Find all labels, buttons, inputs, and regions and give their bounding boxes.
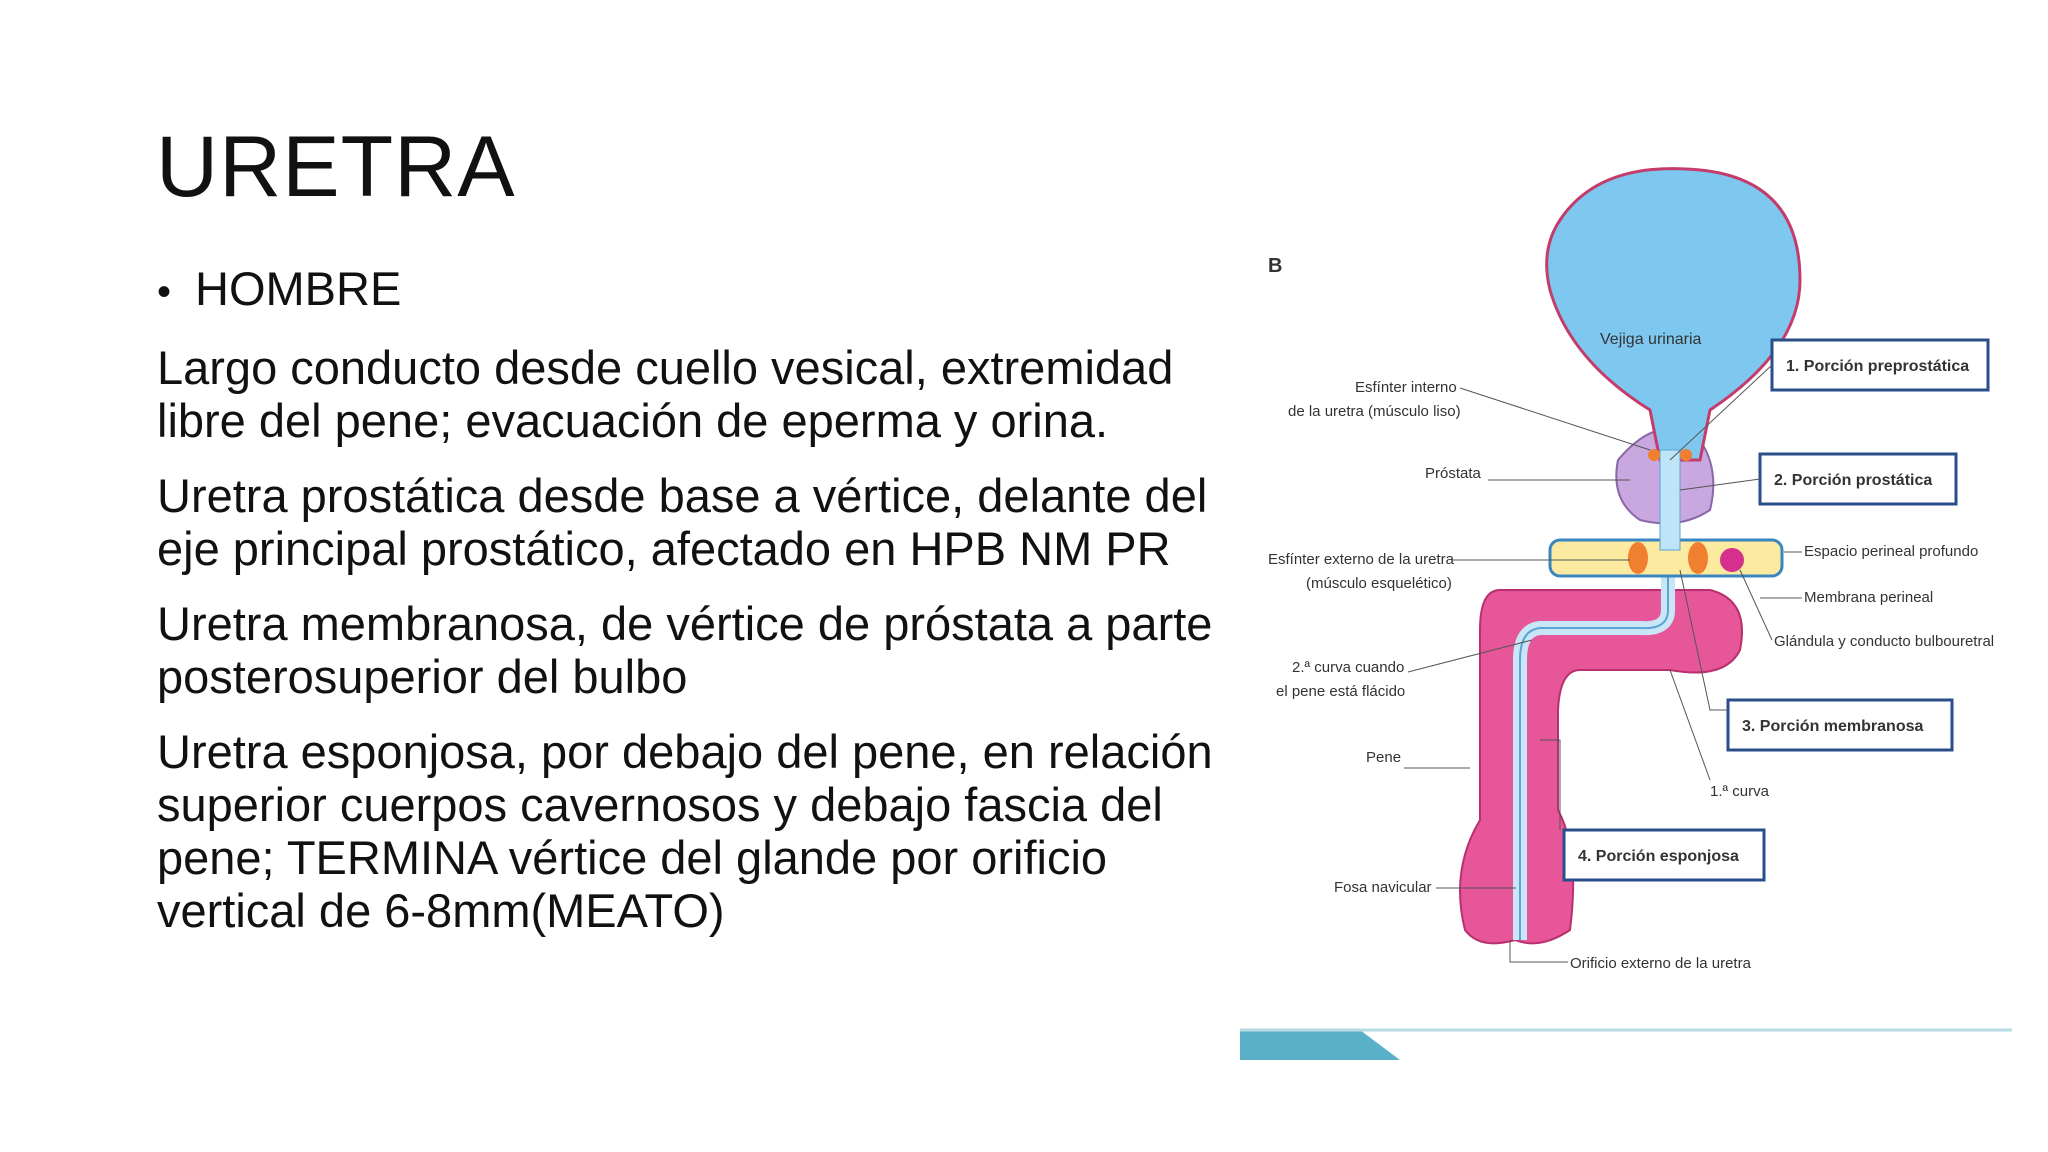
box-porcion-prostatica	[1760, 454, 1956, 504]
box-porcion-membranosa	[1728, 700, 1952, 750]
label-prostata: Próstata	[1425, 465, 1481, 482]
leader-esfinter-interno	[1460, 388, 1650, 450]
box-1-label: 1. Porción preprostática	[1786, 358, 1970, 375]
label-esfinter-externo-2: (músculo esquelético)	[1306, 575, 1452, 592]
box-4-label: 4. Porción esponjosa	[1578, 848, 1739, 865]
external-sphincter-left	[1628, 542, 1648, 574]
bulbourethral-gland	[1720, 548, 1744, 572]
paragraph-2: Uretra prostática desde base a vértice, delante del eje principal prostático, afectado en HPB NM PR	[157, 469, 1208, 575]
paragraph-1: Largo conducto desde cuello vesical, extremidad libre del pene; evacuación de eperma y orina.	[157, 341, 1174, 447]
bladder-shape	[1547, 169, 1800, 460]
external-sphincter-right	[1688, 542, 1708, 574]
label-orificio: Orificio externo de la uretra	[1570, 955, 1751, 972]
label-glandula: Glándula y conducto bulbouretral	[1774, 633, 1995, 650]
label-pene: Pene	[1366, 749, 1402, 766]
box-porcion-esponjosa	[1564, 830, 1764, 880]
leader-curva1	[1670, 670, 1710, 780]
decorative-strip	[1240, 1030, 1400, 1060]
label-vejiga: Vejiga urinaria	[1600, 331, 1702, 348]
label-curva2-2: el pene está flácido	[1276, 683, 1406, 700]
urethra-diagram	[1240, 150, 2012, 1060]
internal-sphincter-left	[1648, 449, 1660, 461]
penis-shape	[1460, 590, 1742, 943]
label-esfinter-externo-1: Esfínter externo de la uretra	[1268, 551, 1454, 568]
panel-letter: B	[1268, 255, 1283, 277]
box-porcion-preprostatica	[1772, 340, 1988, 390]
label-espacio: Espacio perineal profundo	[1804, 543, 1979, 560]
label-membrana: Membrana perineal	[1804, 589, 1934, 606]
slide-title: URETRA	[156, 119, 516, 215]
label-curva2-1: 2.ª curva cuando	[1292, 659, 1405, 676]
bullet-text: HOMBRE	[195, 262, 402, 315]
label-esfinter-interno-2: de la uretra (músculo liso)	[1288, 403, 1461, 420]
label-fosa: Fosa navicular	[1334, 879, 1432, 896]
leader-glandula	[1740, 570, 1772, 640]
box-2-label: 2. Porción prostática	[1774, 472, 1933, 489]
label-curva1: 1.ª curva	[1710, 783, 1769, 800]
paragraph-4: Uretra esponjosa, por debajo del pene, en relación superior cuerpos cavernosos y debajo fascia del pene; TERMINA vértice del glande por orificio vertical de 6-8mm(MEATO)	[157, 725, 1213, 937]
internal-sphincter-right	[1680, 449, 1692, 461]
anatomy-figure	[1240, 150, 2012, 1060]
slide-content	[157, 262, 1237, 959]
prostatic-urethra	[1660, 450, 1680, 550]
bullet-dot-icon: •	[157, 270, 172, 314]
paragraph-3: Uretra membranosa, de vértice de próstata a parte posterosuperior del bulbo	[157, 597, 1213, 703]
box-3-label: 3. Porción membranosa	[1742, 718, 1924, 735]
bullet-item	[157, 262, 1237, 319]
label-esfinter-interno-1: Esfínter interno	[1355, 379, 1457, 396]
